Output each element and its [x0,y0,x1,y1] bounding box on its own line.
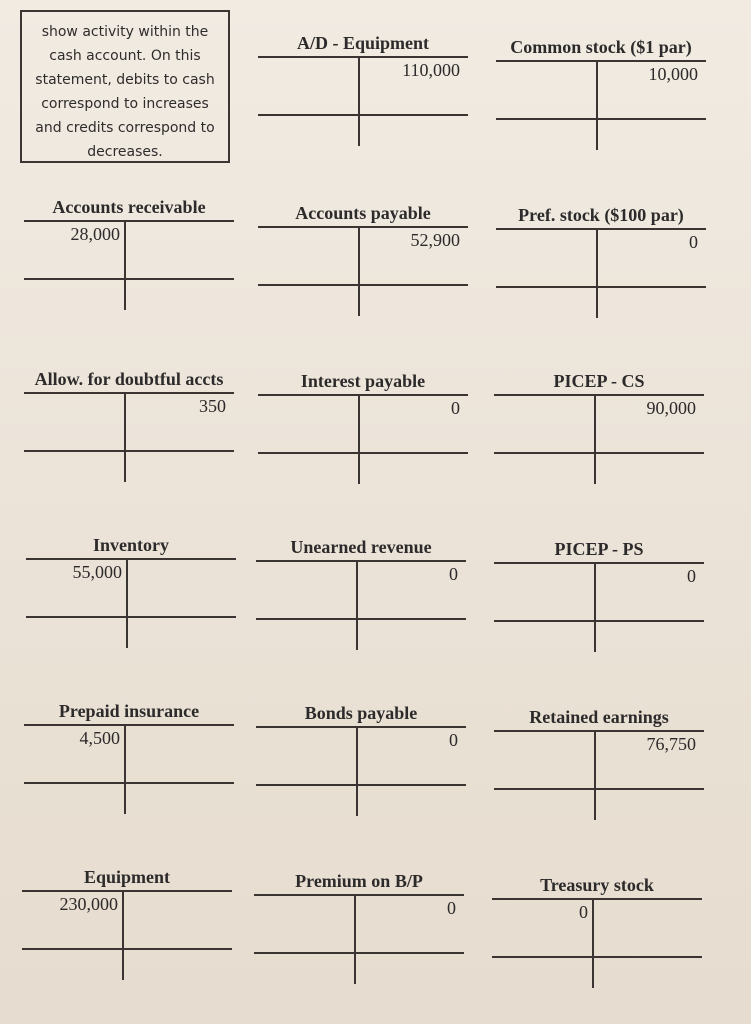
t-account-interest-payable [258,370,468,485]
account-title: Accounts payable [295,203,431,223]
t-divider [356,726,358,816]
account-title: Prepaid insurance [58,701,200,721]
t-account-accounts-receivable [24,196,234,311]
t-top-line [24,724,234,726]
debit-balance: 0 [579,902,588,922]
note-line: show activity within the [41,24,209,40]
t-account-inventory [26,534,236,649]
t-bottom-line [26,616,236,618]
t-top-line [492,898,702,900]
t-divider [596,60,598,150]
debit-balance: 55,000 [72,562,122,582]
credit-balance: 76,750 [646,734,696,754]
credit-balance: 0 [451,398,460,418]
t-account-ad-equipment [258,32,468,147]
credit-balance: 0 [687,566,696,586]
t-account-picep-cs [494,370,704,485]
t-bottom-line [496,118,706,120]
t-top-line [26,558,236,560]
t-account-equipment [22,866,232,981]
t-top-line [256,726,466,728]
t-divider [124,724,126,814]
t-top-line [24,392,234,394]
t-top-line [496,60,706,62]
t-account-bonds-payable [256,702,466,817]
credit-balance: 350 [199,396,226,416]
credit-balance: 90,000 [646,398,696,418]
note-line: and credits correspond to [35,120,215,136]
t-divider [124,220,126,310]
debit-balance: 4,500 [79,728,120,748]
credit-balance: 0 [449,730,458,750]
t-account-prepaid-insurance [24,700,234,815]
t-account-common-stock [496,36,706,151]
t-account-premium-bonds [254,870,464,985]
t-bottom-line [494,452,704,454]
t-top-line [258,394,468,396]
t-divider [594,730,596,820]
account-title: PICEP - PS [554,539,644,559]
t-divider [354,894,356,984]
t-bottom-line [256,618,466,620]
credit-balance: 0 [689,232,698,252]
t-bottom-line [24,782,234,784]
account-title: Treasury stock [540,875,654,895]
t-bottom-line [258,114,468,116]
account-title: Premium on B/P [295,871,423,891]
t-divider [358,226,360,316]
t-account-pref-stock [496,204,706,319]
t-account-retained-earnings [494,706,704,821]
t-account-treasury-stock [492,874,702,989]
t-account-unearned-revenue [256,536,466,651]
t-top-line [494,730,704,732]
credit-balance: 52,900 [410,230,460,250]
t-top-line [24,220,234,222]
t-top-line [494,394,704,396]
t-divider [124,392,126,482]
credit-balance: 110,000 [402,60,460,80]
t-divider [592,898,594,988]
t-account-allowance-doubtful [24,368,234,483]
t-account-accounts-payable [258,202,468,317]
t-top-line [254,894,464,896]
t-top-line [494,562,704,564]
t-divider [594,394,596,484]
t-bottom-line [496,286,706,288]
t-divider [356,560,358,650]
t-divider [126,558,128,648]
account-title: Bonds payable [304,703,418,723]
note-line: statement, debits to cash [35,72,215,88]
account-title: Interest payable [300,371,426,391]
t-bottom-line [256,784,466,786]
credit-balance: 10,000 [648,64,698,84]
t-top-line [258,56,468,58]
t-bottom-line [254,952,464,954]
t-bottom-line [24,450,234,452]
t-bottom-line [494,788,704,790]
account-title: Common stock ($1 par) [510,37,692,57]
note-line: cash account. On this [49,48,201,64]
account-title: Unearned revenue [290,537,432,557]
debit-balance: 28,000 [70,224,120,244]
t-bottom-line [258,452,468,454]
t-bottom-line [258,284,468,286]
t-top-line [496,228,706,230]
account-title: Inventory [93,535,169,555]
t-top-line [22,890,232,892]
account-title: PICEP - CS [553,371,645,391]
debit-balance: 230,000 [59,894,118,914]
t-bottom-line [492,956,702,958]
t-bottom-line [22,948,232,950]
credit-balance: 0 [447,898,456,918]
credit-balance: 0 [449,564,458,584]
t-top-line [256,560,466,562]
t-divider [358,56,360,146]
account-title: Equipment [83,867,171,887]
account-title: Allow. for doubtful accts [34,369,224,389]
t-divider [358,394,360,484]
account-title: Accounts receivable [52,197,206,217]
t-divider [594,562,596,652]
t-bottom-line [494,620,704,622]
instruction-note [20,10,230,163]
t-divider [596,228,598,318]
t-bottom-line [24,278,234,280]
t-top-line [258,226,468,228]
account-title: A/D - Equipment [296,33,430,53]
note-line: decreases. [87,144,163,160]
note-line: correspond to increases [41,96,209,112]
account-title: Retained earnings [529,707,669,727]
t-divider [122,890,124,980]
t-account-picep-ps [494,538,704,653]
account-title: Pref. stock ($100 par) [518,205,684,225]
